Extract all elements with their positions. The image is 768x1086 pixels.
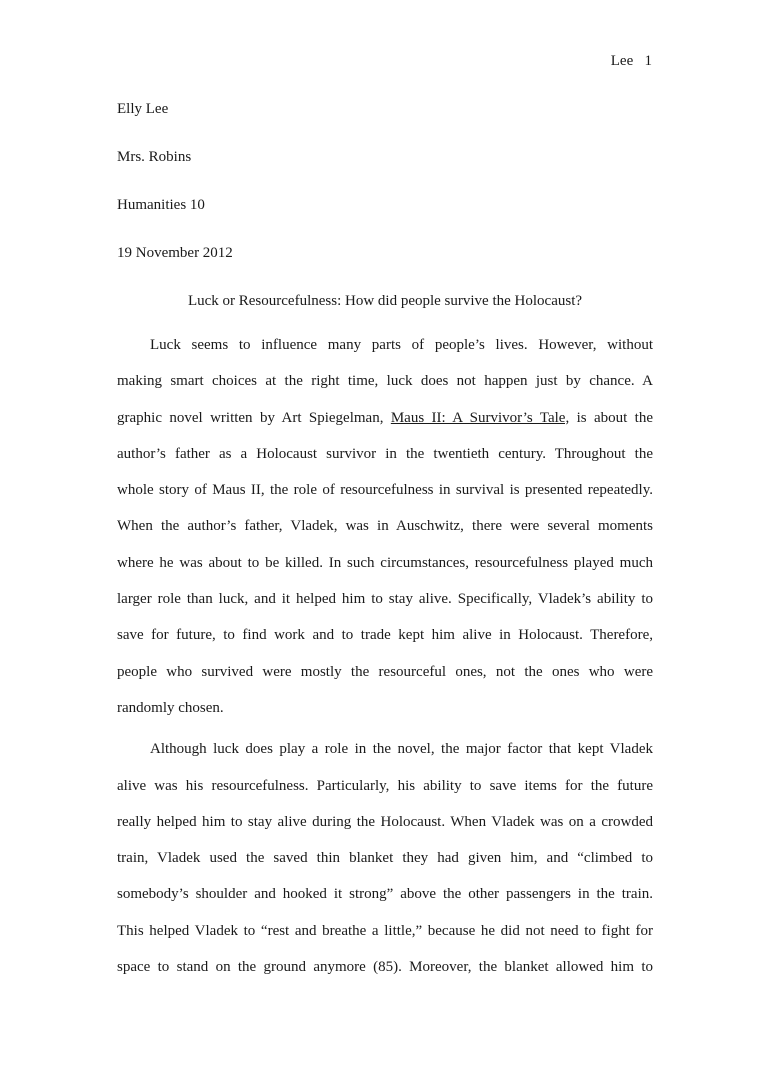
text-line: [117, 407, 653, 443]
text-line: people who survived were mostly the resourceful ones, not the ones who were: [117, 663, 653, 680]
text-line: really helped him to stay alive during the Holocaust. When Vladek was on a crowded: [117, 813, 653, 830]
book-title: Maus II: A Survivor’s Tale,: [390, 409, 570, 426]
mla-header: [117, 98, 653, 290]
text-line: save for future, to find work and to trade kept him alive in Holocaust. Therefore,: [117, 627, 653, 644]
text-line: space to stand on the ground anymore (85). Moreover, the blanket allowed him to: [117, 959, 653, 976]
text-line: When the author’s father, Vladek, was in Auschwitz, there were several moments: [117, 518, 653, 535]
text-line: Although luck does play a role in the novel, the major factor that kept Vladek: [150, 741, 653, 758]
running-head: Lee 1: [610, 53, 652, 69]
text-line: larger role than luck, and it helped him to stay alive. Specifically, Vladek’s ability to: [117, 591, 653, 608]
text-line: train, Vladek used the saved thin blanket they had given him, and “climbed to: [117, 850, 653, 867]
essay-title: Luck or Resourcefulness: How did people survive the Holocaust?: [187, 293, 583, 309]
essay-date: 19 November 2012: [117, 245, 233, 261]
text-line: author’s father as a Holocaust survivor in the twentieth century. Throughout the: [117, 445, 653, 462]
text-span: graphic novel written by Art Spiegelman,: [117, 409, 391, 426]
instructor-name: Mrs. Robins: [117, 149, 192, 165]
paragraph: [117, 738, 653, 992]
text-line: randomly chosen.: [117, 699, 224, 716]
text-span: is about the: [569, 409, 654, 426]
author-name: Elly Lee: [117, 101, 169, 117]
text-line: This helped Vladek to “rest and breathe a little,” because he did not need to fight for: [117, 922, 653, 939]
text-line: alive was his resourcefulness. Particularly, his ability to save items for the future: [117, 777, 653, 794]
paragraph: [117, 334, 653, 733]
course-name: Humanities 10: [117, 197, 205, 213]
text-line: making smart choices at the right time, luck does not happen just by chance. A: [117, 373, 653, 390]
essay-body: [117, 334, 653, 992]
text-line: Luck seems to influence many parts of people’s lives. However, without: [150, 337, 653, 353]
text-line: somebody’s shoulder and hooked it strong” above the other passengers in the train.: [117, 886, 653, 903]
text-line: whole story of Maus II, the role of resourcefulness in survival is presented repeatedly.: [117, 482, 653, 499]
text-line: where he was about to be killed. In such circumstances, resourcefulness played much: [117, 554, 653, 571]
